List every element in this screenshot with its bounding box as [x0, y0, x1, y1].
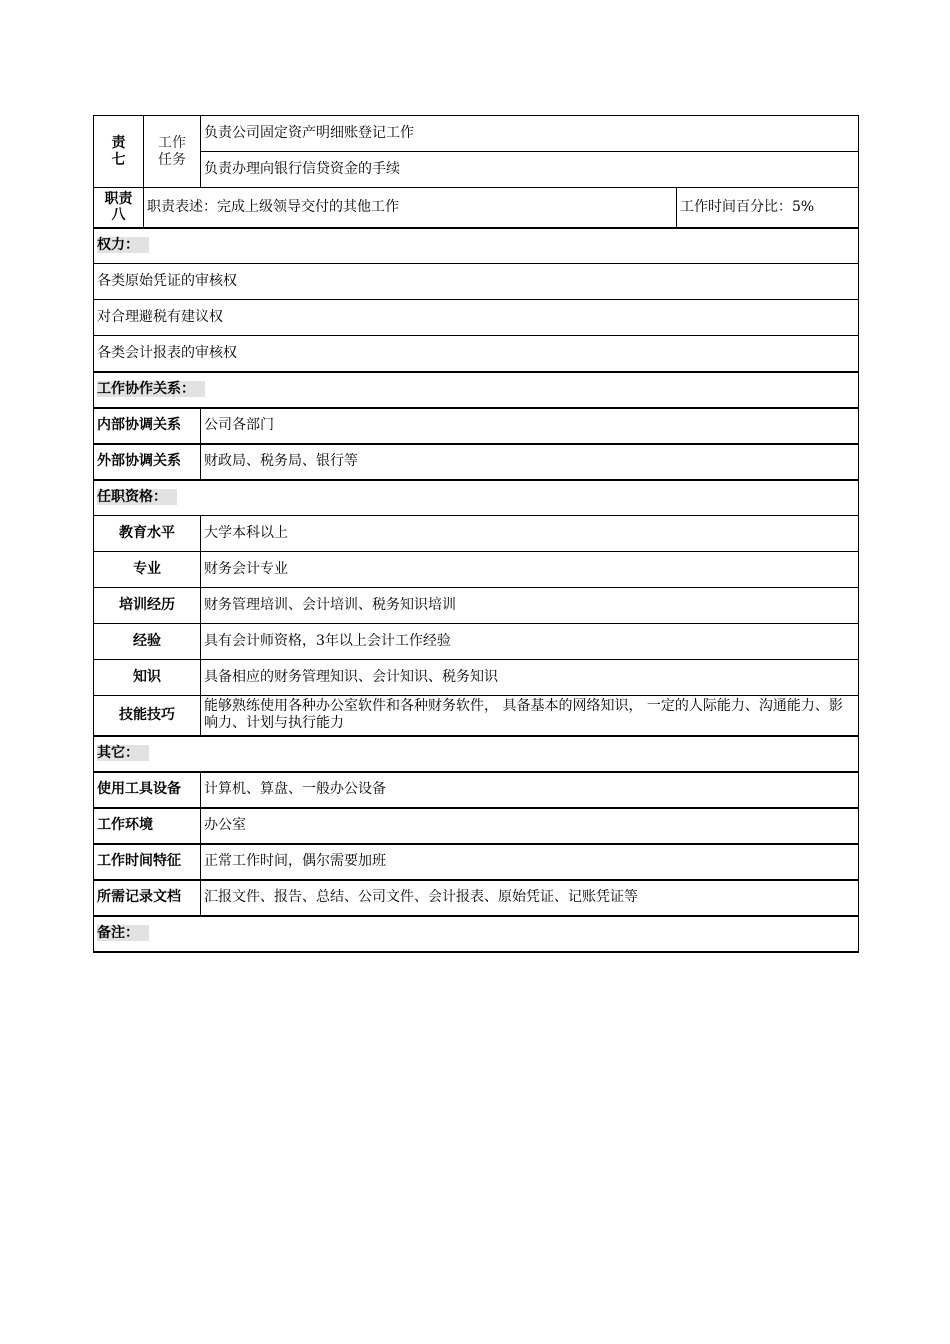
- duty8-time-percent: 工作时间百分比：5%: [677, 188, 859, 228]
- table-row: [94, 660, 859, 696]
- other-value-environment: 办公室: [201, 808, 859, 844]
- authority-item-2: 对合理避税有建议权: [94, 300, 859, 336]
- duty7-row-1: [94, 116, 859, 152]
- other-label-environment: 工作环境: [94, 808, 201, 844]
- qualification-label-training: 培训经历: [94, 588, 201, 624]
- table-row: [94, 844, 859, 880]
- cooperation-header-row: [94, 372, 859, 408]
- other-value-documents: 汇报文件、报告、总结、公司文件、会计报表、原始凭证、记账凭证等: [201, 880, 859, 916]
- other-label-documents: 所需记录文档: [94, 880, 201, 916]
- notes-row: [94, 916, 859, 952]
- qualification-label-experience: 经验: [94, 624, 201, 660]
- table-row: [94, 516, 859, 552]
- other-value-hours: 正常工作时间，偶尔需要加班: [201, 844, 859, 880]
- duty8-description: 职责表述：完成上级领导交付的其他工作: [144, 188, 677, 228]
- list-item: [94, 264, 859, 300]
- other-title: 其它：: [97, 745, 149, 761]
- qualification-header-row: [94, 480, 859, 516]
- duty7-task-2: 负责办理向银行信贷资金的手续: [201, 152, 859, 188]
- qualification-value-education: 大学本科以上: [201, 516, 859, 552]
- other-header-row: [94, 736, 859, 772]
- other-value-tools: 计算机、算盘、一般办公设备: [201, 772, 859, 808]
- qualification-label-major: 专业: [94, 552, 201, 588]
- qualification-label-knowledge: 知识: [94, 660, 201, 696]
- list-item: [94, 336, 859, 372]
- job-description-table: [93, 115, 859, 953]
- cooperation-value-internal: 公司各部门: [201, 408, 859, 444]
- cooperation-value-external: 财政局、税务局、银行等: [201, 444, 859, 480]
- qualification-label-skills: 技能技巧: [94, 696, 201, 736]
- authority-item-3: 各类会计报表的审核权: [94, 336, 859, 372]
- qualification-value-experience: 具有会计师资格，3年以上会计工作经验: [201, 624, 859, 660]
- table-row: [94, 696, 859, 736]
- other-label-hours: 工作时间特征: [94, 844, 201, 880]
- authority-item-1: 各类原始凭证的审核权: [94, 264, 859, 300]
- notes-title: 备注：: [97, 925, 149, 941]
- authority-header-row: [94, 228, 859, 264]
- cooperation-label-internal: 内部协调关系: [94, 408, 201, 444]
- table-row: [94, 408, 859, 444]
- other-label-tools: 使用工具设备: [94, 772, 201, 808]
- duty8-label: 职责 八: [94, 188, 144, 228]
- table-row: [94, 880, 859, 916]
- authority-title: 权力：: [97, 237, 149, 253]
- qualification-value-skills: 能够熟练使用各种办公室软件和各种财务软件， 具备基本的网络知识， 一定的人际能力、沟通能力、影响力、计划与执行能力: [201, 696, 859, 736]
- qualification-title: 任职资格：: [97, 489, 177, 505]
- table-row: [94, 808, 859, 844]
- qualification-value-major: 财务会计专业: [201, 552, 859, 588]
- duty7-row-2: [94, 152, 859, 188]
- duty7-task-label: 工作 任务: [144, 116, 201, 188]
- qualification-label-education: 教育水平: [94, 516, 201, 552]
- table-row: [94, 772, 859, 808]
- qualification-value-training: 财务管理培训、会计培训、税务知识培训: [201, 588, 859, 624]
- duty8-row: [94, 188, 859, 228]
- table-row: [94, 552, 859, 588]
- table-row: [94, 624, 859, 660]
- duty7-task-1: 负责公司固定资产明细账登记工作: [201, 116, 859, 152]
- table-row: [94, 588, 859, 624]
- list-item: [94, 300, 859, 336]
- table-row: [94, 444, 859, 480]
- cooperation-title: 工作协作关系：: [97, 381, 205, 397]
- cooperation-label-external: 外部协调关系: [94, 444, 201, 480]
- qualification-value-knowledge: 具备相应的财务管理知识、会计知识、税务知识: [201, 660, 859, 696]
- duty7-label: 责 七: [94, 116, 144, 188]
